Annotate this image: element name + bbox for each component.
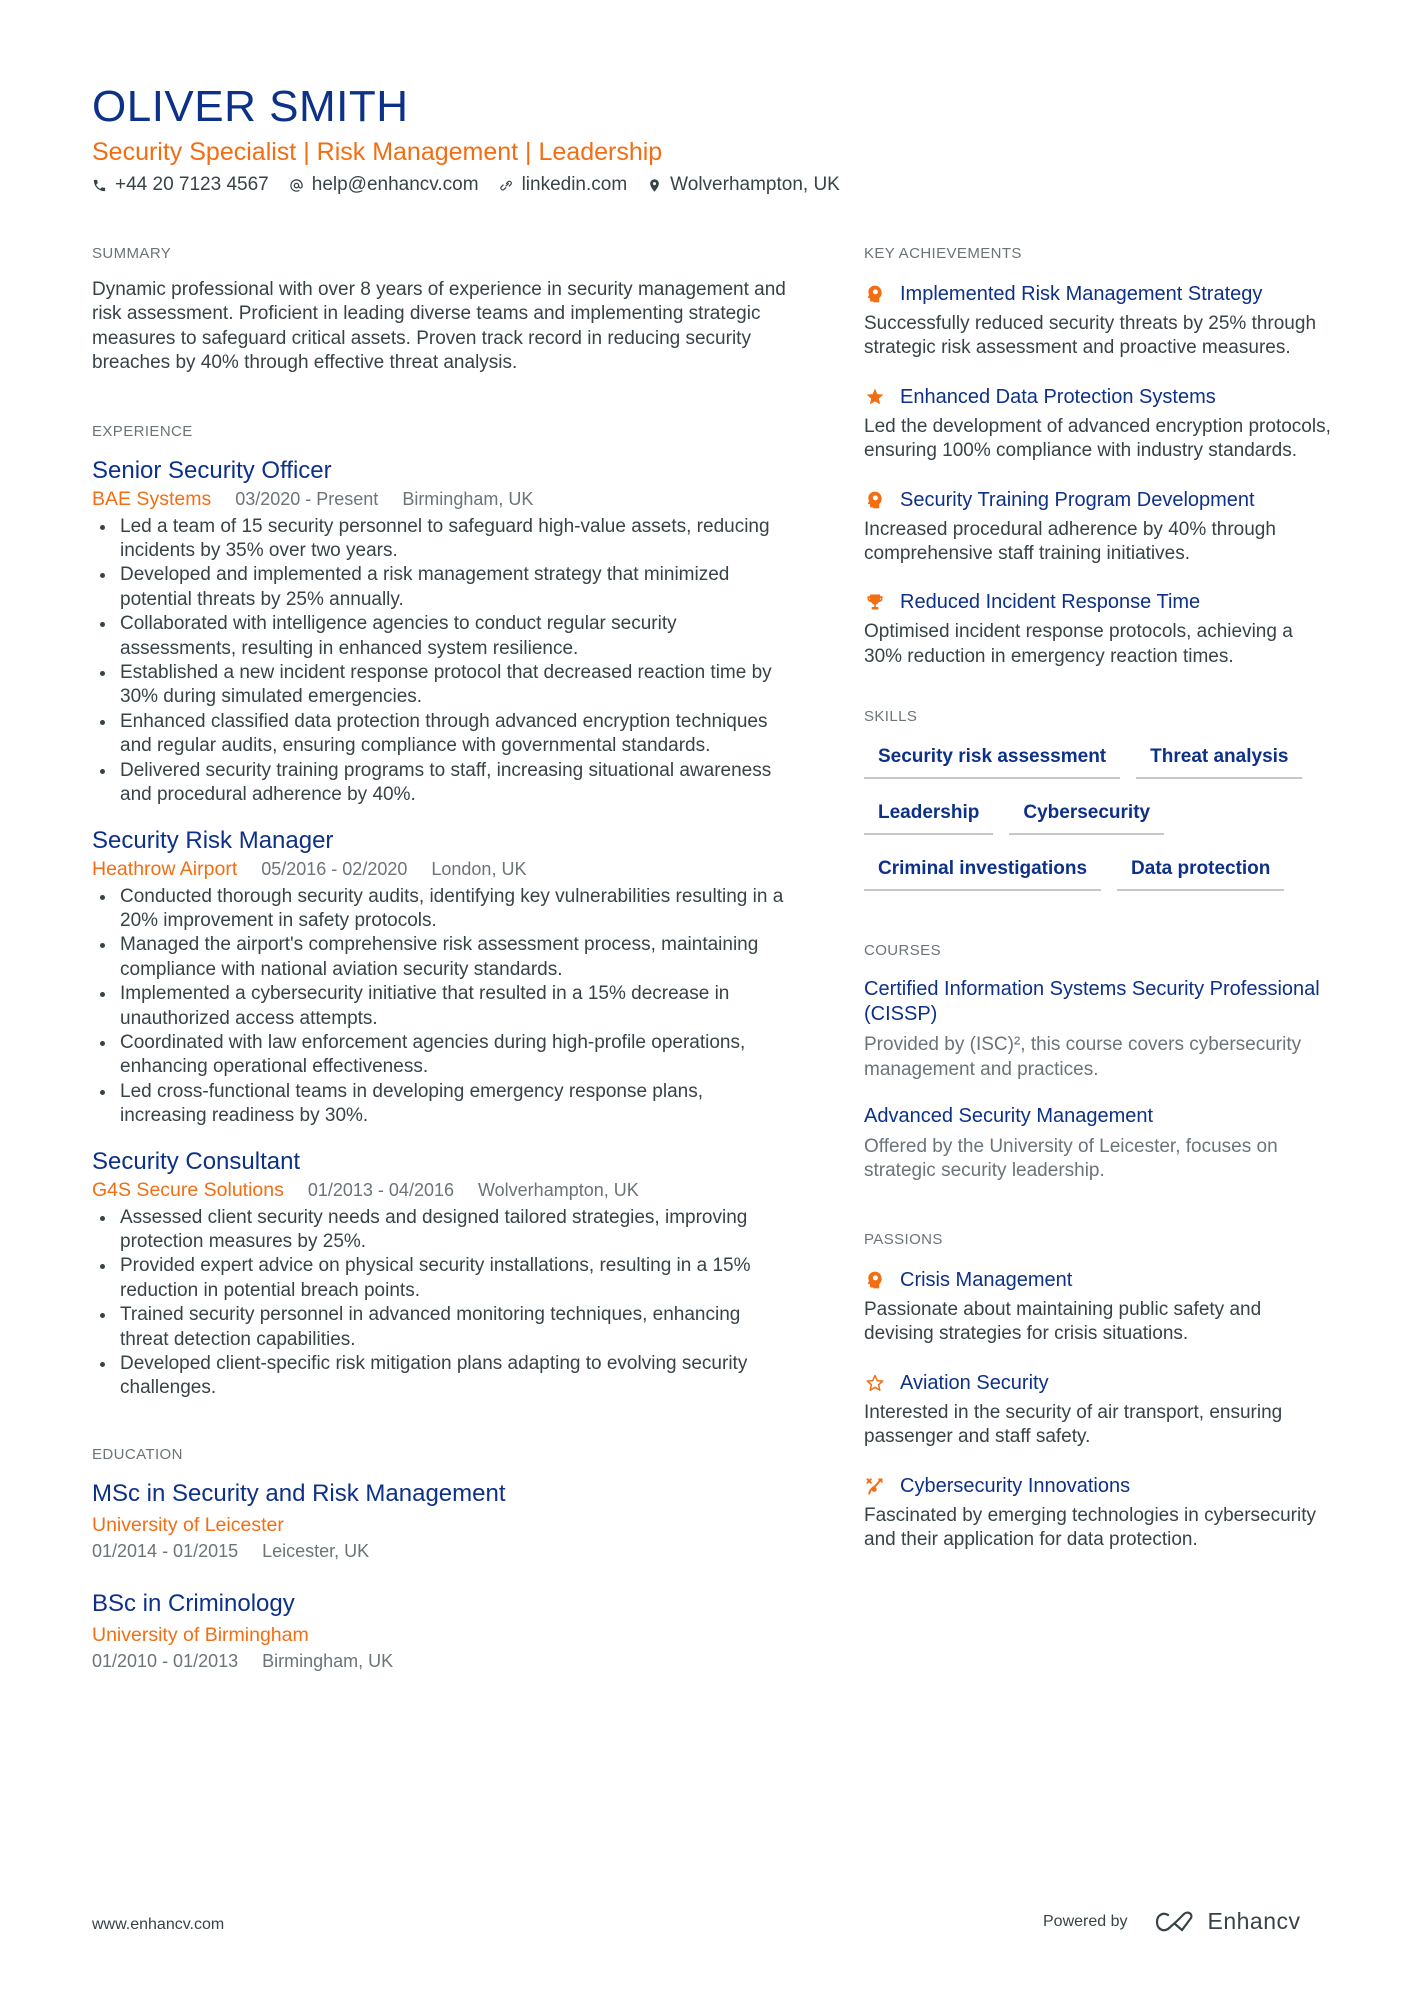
achievement-desc: Optimised incident response protocols, achieving a 30% reduction in emergency reaction times. — [864, 621, 1293, 667]
achievement-title: Enhanced Data Protection Systems — [900, 385, 1216, 408]
passion-header — [864, 1266, 1334, 1294]
achievement-header — [864, 280, 1334, 308]
summary-section — [92, 244, 792, 376]
summary-text: Dynamic professional with over 8 years of experience in security management and risk assessment. Proficient in leading diverse teams and implementing strategic measures to safeguard critical assets. Proven track record in reducing security breaches by 40% through effective threat analysis. — [92, 279, 786, 374]
education-meta — [92, 1649, 792, 1673]
passion-title: Crisis Management — [900, 1268, 1073, 1291]
bullet-item: Managed the airport's comprehensive risk assessment process, maintaining compliance with national aviation security standards. — [92, 933, 792, 982]
bullet-item: Delivered security training programs to staff, increasing situational awareness and procedural adherence by 40%. — [92, 759, 792, 808]
star-outline-icon — [864, 1372, 886, 1394]
passion-title: Cybersecurity Innovations — [900, 1474, 1131, 1497]
skill-tag: Threat analysis — [1136, 745, 1302, 779]
achievements-list — [864, 280, 1334, 669]
education-location: Leicester, UK — [262, 1540, 370, 1561]
location-pin-icon — [647, 178, 662, 193]
job-meta — [92, 487, 792, 511]
route-icon — [864, 1475, 886, 1497]
experience-heading: EXPERIENCE — [92, 422, 193, 440]
course-desc: Provided by (ISC)², this course covers cybersecurity management and practices. — [864, 1034, 1302, 1080]
skill-tag: Criminal investigations — [864, 857, 1101, 891]
achievement-header — [864, 486, 1334, 514]
bullet-item: Implemented a cybersecurity initiative that resulted in a 15% decrease in unauthorized access attempts. — [92, 982, 792, 1031]
course-title: Advanced Security Management — [864, 1105, 1154, 1128]
achievement-item — [864, 486, 1334, 567]
bullet-item: Coordinated with law enforcement agencies during high-profile operations, enhancing operational effectiveness. — [92, 1031, 792, 1080]
job-dates: 01/2013 - 04/2016 — [307, 1179, 454, 1200]
bullet-item: Provided expert advice on physical security installations, resulting in a 15% reduction in potential breach points. — [92, 1254, 792, 1303]
achievement-desc: Successfully reduced security threats by 25% through strategic risk assessment and proactive measures. — [864, 313, 1317, 359]
achievement-title: Security Training Program Development — [900, 488, 1255, 511]
achievements-heading: KEY ACHIEVEMENTS — [864, 245, 1022, 262]
candidate-name: OLIVER SMITH — [92, 82, 409, 131]
job-dates: 03/2020 - Present — [235, 488, 379, 509]
contact-email[interactable] — [289, 172, 479, 198]
passion-desc: Interested in the security of air transport, ensuring passenger and staff safety. — [864, 1401, 1283, 1448]
achievement-item — [864, 383, 1334, 464]
bullet-item: Developed and implemented a risk management strategy that minimized potential threats by 25% annually. — [92, 563, 792, 612]
courses-heading: COURSES — [864, 942, 941, 960]
education-dates: 01/2010 - 01/2013 — [92, 1650, 239, 1671]
achievement-title: Implemented Risk Management Strategy — [900, 283, 1263, 305]
contact-location — [647, 172, 840, 198]
passion-header — [864, 1369, 1334, 1397]
passions-list — [864, 1266, 1334, 1552]
passion-header — [864, 1472, 1334, 1500]
skills-section — [864, 707, 1334, 891]
contact-link[interactable] — [499, 172, 628, 198]
skill-tag: Security risk assessment — [864, 745, 1120, 779]
bullet-item: Trained security personnel in advanced monitoring techniques, enhancing threat detection capabilities. — [92, 1303, 792, 1352]
achievement-header — [864, 383, 1334, 411]
enhancv-logo-text: Enhancv — [1207, 1908, 1301, 1934]
resume-header — [92, 82, 1322, 198]
head-idea-icon — [864, 283, 886, 305]
bullet-item: Developed client-specific risk mitigation plans adapting to evolving security challenges. — [92, 1352, 792, 1401]
course-title: Certified Information Systems Security Professional (CISSP) — [864, 978, 1320, 1026]
experience-item — [92, 1147, 792, 1401]
footer-branding — [1043, 1908, 1301, 1935]
powered-by-text: Powered by — [1043, 1912, 1128, 1930]
bullet-item: Assessed client security needs and designed tailored strategies, improving protection measures by 25%. — [92, 1206, 792, 1255]
contact-location-text: Wolverhampton, UK — [670, 174, 840, 195]
job-location: Birmingham, UK — [402, 488, 534, 509]
education-item — [92, 1479, 792, 1563]
job-title: Senior Security Officer — [92, 456, 332, 484]
passion-desc: Passionate about maintaining public safety and devising strategies for crisis situations. — [864, 1298, 1262, 1345]
contact-link-text[interactable]: linkedin.com — [521, 174, 628, 195]
link-icon — [499, 178, 514, 193]
skill-tag: Cybersecurity — [1009, 801, 1164, 835]
education-location: Birmingham, UK — [262, 1650, 394, 1671]
passion-item — [864, 1266, 1334, 1347]
contact-email-text[interactable]: help@enhancv.com — [311, 174, 479, 195]
contact-bar — [92, 172, 1322, 198]
achievement-item — [864, 588, 1334, 669]
experience-section — [92, 422, 792, 1401]
job-title: Security Consultant — [92, 1147, 301, 1175]
achievement-header — [864, 588, 1334, 616]
star-filled-icon — [864, 386, 886, 408]
course-item — [864, 1104, 1334, 1184]
course-desc: Offered by the University of Leicester, focuses on strategic security leadership. — [864, 1136, 1278, 1182]
passions-heading: PASSIONS — [864, 1230, 943, 1248]
summary-heading: SUMMARY — [92, 245, 172, 262]
course-item — [864, 977, 1334, 1082]
contact-phone-text: +44 20 7123 4567 — [115, 174, 269, 195]
education-meta — [92, 1539, 792, 1563]
bullet-item: Led a team of 15 security personnel to safeguard high-value assets, reducing incidents by 35% over two years. — [92, 515, 792, 564]
head-idea-icon — [864, 489, 886, 511]
degree-title: BSc in Criminology — [92, 1589, 295, 1617]
achievement-item — [864, 280, 1334, 361]
education-dates: 01/2014 - 01/2015 — [92, 1540, 239, 1561]
headline: Security Specialist | Risk Management | Leadership — [92, 138, 663, 166]
education-heading: EDUCATION — [92, 1445, 183, 1463]
at-icon — [289, 178, 304, 193]
left-column — [92, 244, 792, 1673]
company-name: BAE Systems — [92, 487, 212, 510]
school-name: University of Birmingham — [92, 1623, 309, 1646]
achievement-desc: Led the development of advanced encryption protocols, ensuring 100% compliance with industry standards. — [864, 415, 1331, 462]
phone-icon — [92, 178, 107, 193]
school-name: University of Leicester — [92, 1513, 284, 1536]
job-bullets — [92, 515, 792, 808]
job-meta — [92, 857, 792, 881]
skill-tag: Data protection — [1117, 857, 1284, 891]
achievement-title: Reduced Incident Response Time — [900, 591, 1201, 614]
experience-item — [92, 456, 792, 808]
experience-item — [92, 826, 792, 1129]
education-section — [92, 1445, 792, 1673]
education-item — [92, 1589, 792, 1673]
bullet-item: Conducted thorough security audits, identifying key vulnerabilities resulting in a 20% improvement in safety protocols. — [92, 885, 792, 934]
job-dates: 05/2016 - 02/2020 — [261, 858, 408, 879]
degree-title: MSc in Security and Risk Management — [92, 1479, 506, 1507]
bullet-item: Enhanced classified data protection through advanced encryption techniques and regular audits, ensuring compliance with governmental standards. — [92, 710, 792, 759]
head-idea-icon — [864, 1269, 886, 1291]
passion-item — [864, 1369, 1334, 1450]
skill-tag: Leadership — [864, 801, 993, 835]
achievements-section — [864, 244, 1334, 669]
job-meta — [92, 1178, 792, 1202]
job-title: Security Risk Manager — [92, 826, 334, 854]
trophy-icon — [864, 591, 886, 613]
skills-list — [864, 745, 1324, 891]
job-bullets — [92, 1206, 792, 1401]
job-location: Wolverhampton, UK — [478, 1179, 639, 1200]
passions-section — [864, 1230, 1334, 1552]
bullet-item: Established a new incident response protocol that decreased reaction time by 30% during simulated emergencies. — [92, 661, 792, 710]
job-location: London, UK — [431, 858, 527, 879]
company-name: G4S Secure Solutions — [92, 1178, 284, 1201]
passion-desc: Fascinated by emerging technologies in cybersecurity and their application for data protection. — [864, 1504, 1317, 1550]
bullet-item: Led cross-functional teams in developing emergency response plans, increasing readiness by 30%. — [92, 1080, 792, 1129]
courses-section — [864, 941, 1334, 1184]
right-column — [864, 244, 1334, 1574]
achievement-desc: Increased procedural adherence by 40% through comprehensive staff training initiatives. — [864, 518, 1276, 565]
passion-title: Aviation Security — [900, 1371, 1049, 1394]
enhancv-logo[interactable] — [1154, 1908, 1301, 1935]
company-name: Heathrow Airport — [92, 857, 238, 880]
enhancv-logo-icon — [1154, 1909, 1200, 1935]
contact-phone — [92, 172, 269, 198]
passion-item — [864, 1472, 1334, 1553]
bullet-item: Collaborated with intelligence agencies to conduct regular security assessments, resulting in enhanced system resilience. — [92, 612, 792, 661]
footer-website[interactable]: www.enhancv.com — [92, 1916, 225, 1933]
job-bullets — [92, 885, 792, 1129]
skills-heading: SKILLS — [864, 708, 918, 726]
